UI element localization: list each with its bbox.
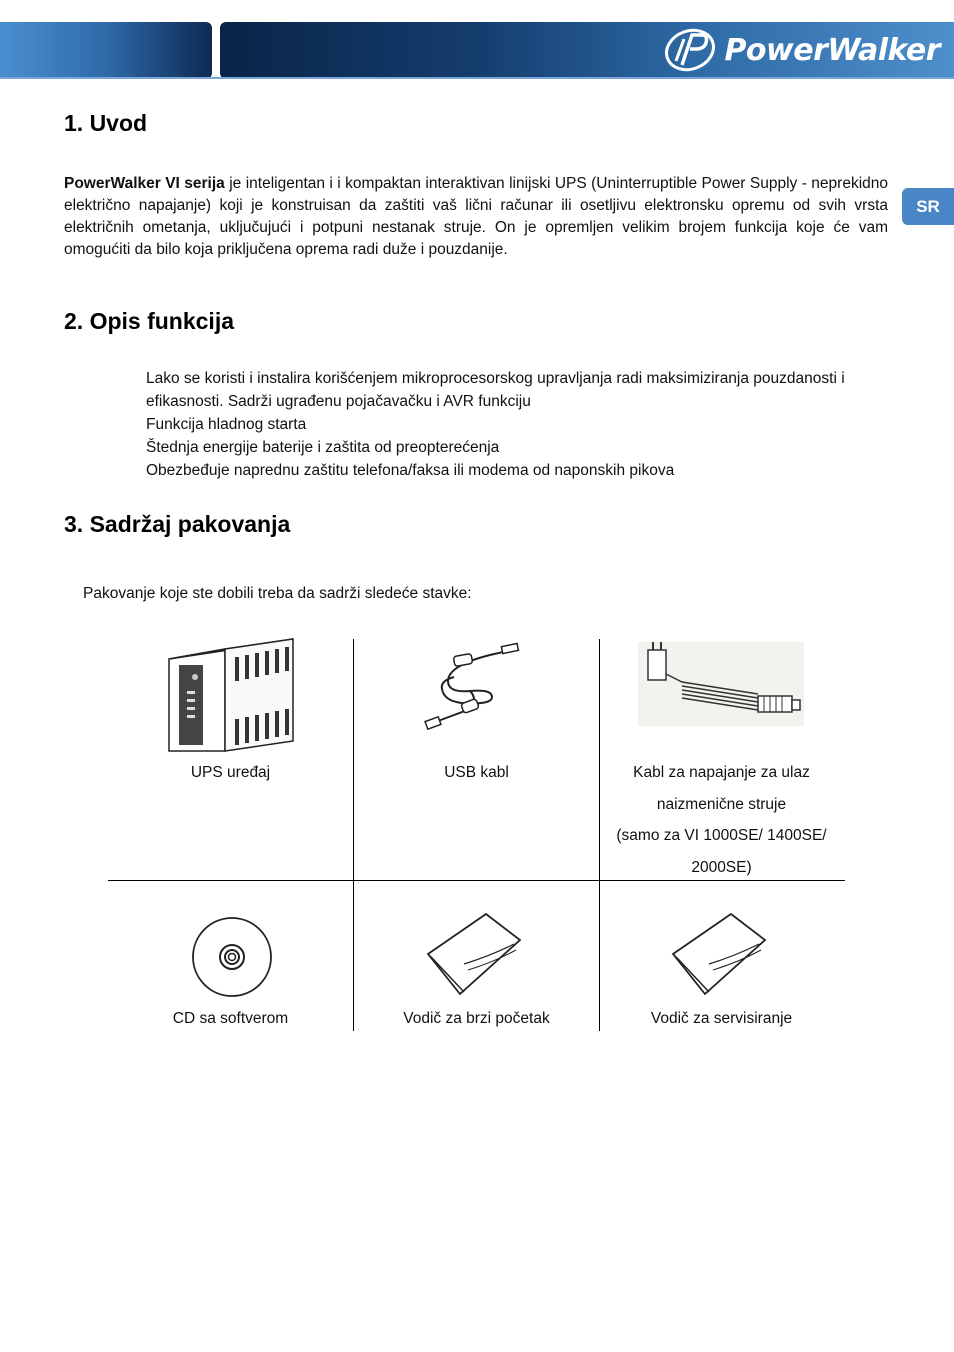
feature-item: Obezbeđuje naprednu zaštitu telefona/faksa ili modema od naponskih pikova (146, 462, 675, 479)
intro-paragraph (64, 173, 888, 261)
package-item-label-line: (samo za VI 1000SE/ 1400SE/ (616, 827, 827, 844)
ups-device-icon (165, 637, 297, 755)
header-divider (0, 77, 954, 79)
section-title-sadrzaj-pakovanja: 3. Sadržaj pakovanja (64, 511, 291, 537)
grid-divider-vertical (353, 639, 354, 1031)
package-item-label: UPS uređaj (190, 764, 271, 781)
manual-icon (669, 910, 767, 998)
usb-cable-icon (418, 641, 522, 731)
package-item-label-line: naizmenične struje (656, 795, 787, 813)
language-tab[interactable]: SR (902, 188, 954, 225)
package-item-label (599, 757, 844, 883)
feature-list (146, 367, 890, 482)
section-title-uvod: 1. Uvod (64, 110, 148, 136)
section-title-opis-funkcija: 2. Opis funkcija (64, 308, 234, 334)
package-item-label-line: 2000SE) (691, 858, 752, 876)
cd-icon (190, 915, 274, 999)
powerwalker-logo-icon (662, 27, 718, 73)
package-item-label: Vodič za servisiranje (650, 1010, 793, 1027)
brand-logo (662, 26, 940, 74)
brand-name: PowerWalker (724, 32, 940, 68)
product-series-name: PowerWalker VI serija (64, 175, 225, 192)
package-item-label: Vodič za brzi početak (403, 1010, 550, 1027)
manual-icon (424, 910, 522, 998)
header-banner-left (0, 22, 212, 79)
package-item-label-line: Kabl za napajanje za ulaz (633, 764, 810, 781)
feature-item: Štednja energije baterije i zaštita od preopterećenja (146, 439, 500, 456)
feature-item: Lako se koristi i instalira korišćenjem mikroprocesorskog upravljanja radi maksimiziranja pouzdanosti i efikasnosti. Sadrži ugrađenu pojačavačku i AVR funkciju (146, 370, 845, 410)
feature-item: Funkcija hladnog starta (146, 416, 307, 433)
power-cable-icon (638, 640, 806, 728)
package-intro-text: Pakovanje koje ste dobili treba da sadrži sledeće stavke: (83, 585, 472, 602)
intro-text: je inteligentan i i kompaktan interaktivan linijski UPS (Uninterruptible Power Supply - neprekidno električno napajanje) koji je konstruisan da zaštiti vaš lični računar ili osetljivu elektronsku opremu od svih vrsta električnih ometanja, uključujući i potpuni nestanak struje. On je opremljen velikim brojem funkcija koje će vam omogućiti da bilo koja priključena oprema radi duže i pouzdanije. (64, 175, 889, 258)
package-item-label: USB kabl (444, 764, 509, 781)
package-item-label: CD sa softverom (172, 1010, 289, 1027)
